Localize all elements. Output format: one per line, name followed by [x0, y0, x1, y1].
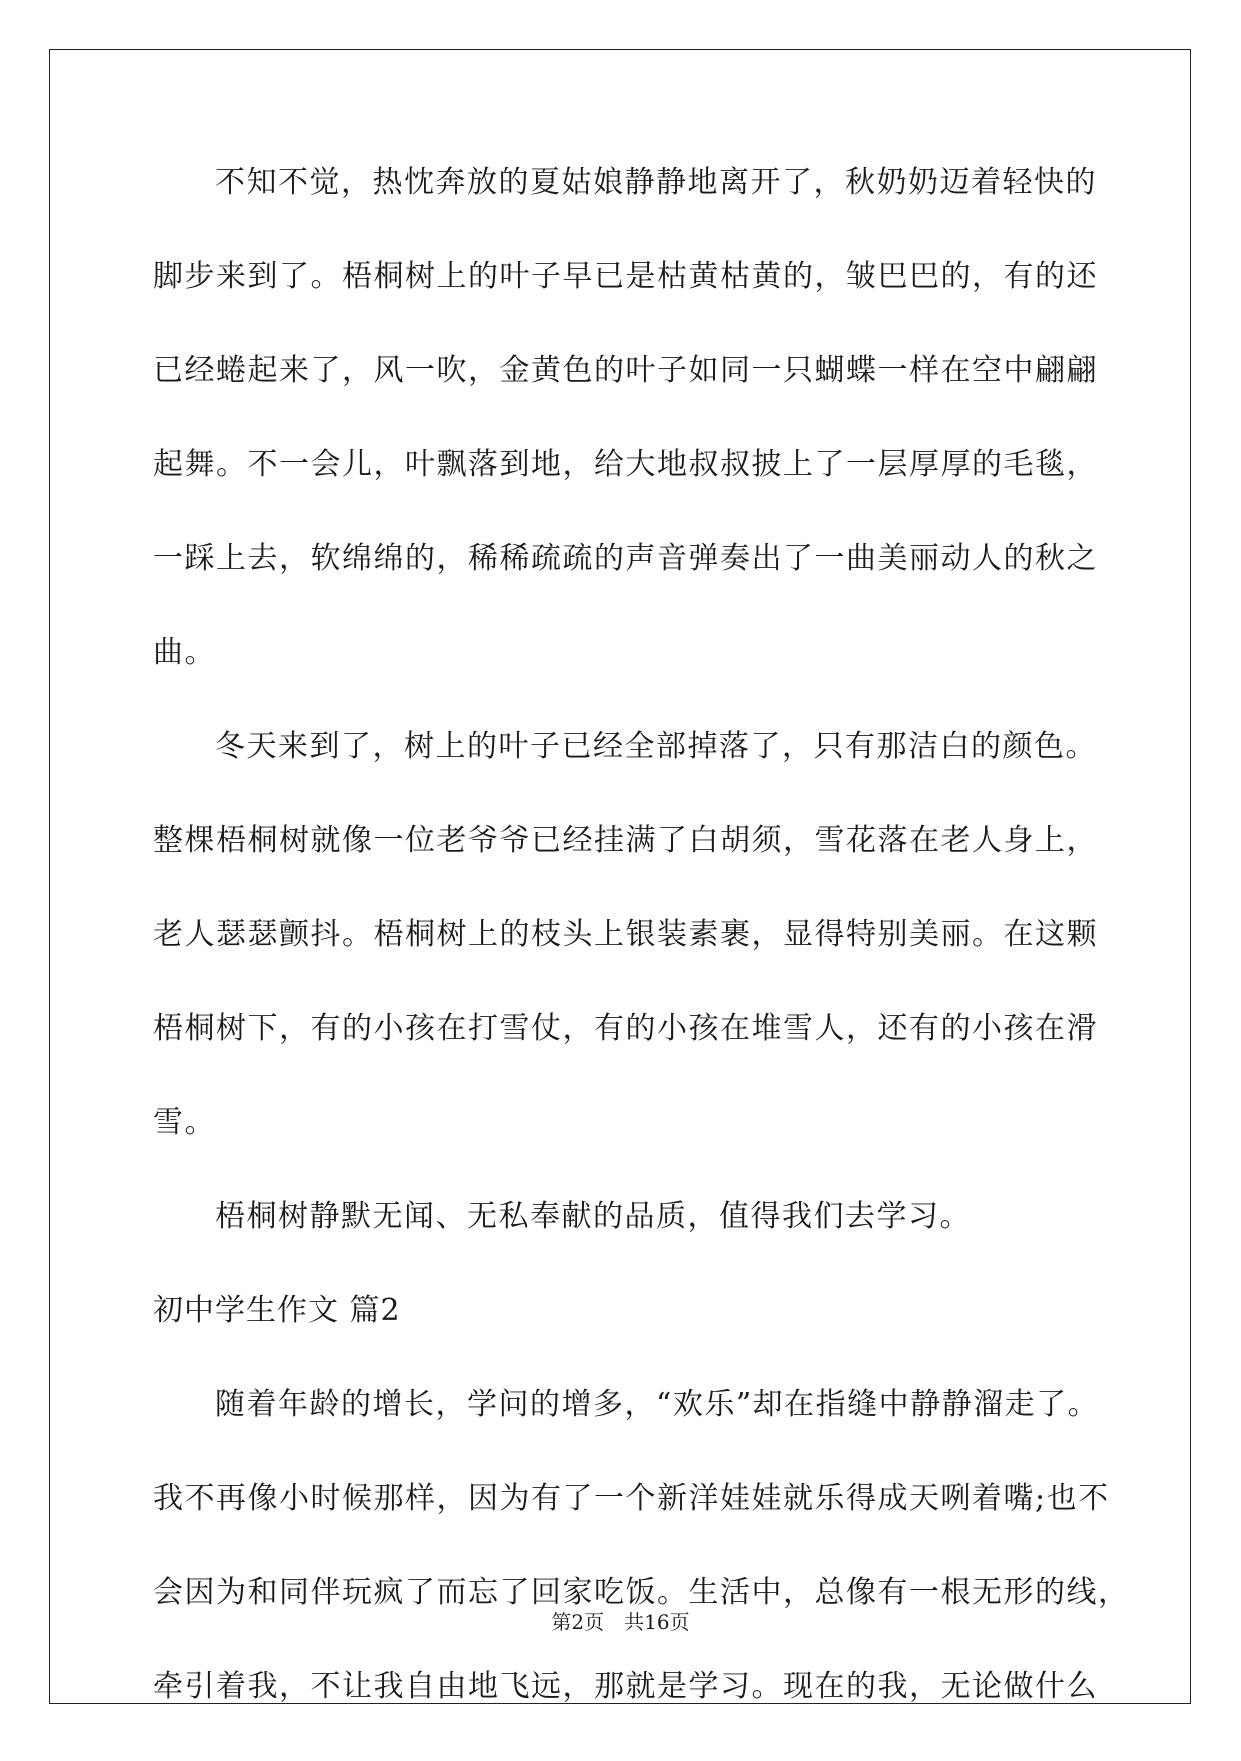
text-line: 梧桐树下，有的小孩在打雪仗，有的小孩在堆雪人，还有的小孩在滑 [153, 1011, 1098, 1046]
paragraph-winter [153, 727, 1098, 1197]
paragraph-conclusion [153, 1197, 1093, 1291]
paragraph-essay-2 [153, 1385, 1130, 1761]
document-body [153, 163, 1130, 1761]
text-line: 整棵梧桐树就像一位老爷爷已经挂满了白胡须，雪花落在老人身上， [153, 823, 1098, 858]
text-line: 会因为和同伴玩疯了而忘了回家吃饭。生活中，总像有一根无形的线， [153, 1575, 1130, 1610]
text-line: 牵引着我，不让我自由地飞远，那就是学习。现在的我，无论做什么 [153, 1669, 1098, 1704]
text-line: 已经蜷起来了，风一吹，金黄色的叶子如同一只蝴蝶一样在空中翩翩 [153, 353, 1098, 388]
paragraph-autumn [153, 163, 1098, 727]
text-line: 随着年龄的增长，学问的增多，“欢乐”却在指缝中静静溜走了。 [215, 1387, 1100, 1422]
text-line: 一踩上去，软绵绵的，稀稀疏疏的声音弹奏出了一曲美丽动人的秋之 [153, 541, 1098, 576]
text-line: 脚步来到了。梧桐树上的叶子早已是枯黄枯黄的，皱巴巴的，有的还 [153, 259, 1098, 294]
page-number: 第2页 共16页 [551, 1610, 690, 1634]
text-line: 起舞。不一会儿，叶飘落到地，给大地叔叔披上了一层厚厚的毛毯， [153, 447, 1098, 482]
text-line: 雪。 [153, 1105, 216, 1140]
text-line: 冬天来到了，树上的叶子已经全部掉落了，只有那洁白的颜色。 [215, 729, 1097, 764]
section-heading: 初中学生作文 篇2 [153, 1293, 401, 1328]
text-line: 曲。 [153, 635, 216, 670]
text-line: 梧桐树静默无闻、无私奉献的品质，值得我们去学习。 [215, 1199, 971, 1234]
text-line: 老人瑟瑟颤抖。梧桐树上的枝头上银装素裹，显得特别美丽。在这颗 [153, 917, 1098, 952]
text-line: 不知不觉，热忱奔放的夏姑娘静静地离开了，秋奶奶迈着轻快的 [215, 165, 1097, 200]
text-line: 我不再像小时候那样，因为有了一个新洋娃娃就乐得成天咧着嘴;也不 [153, 1481, 1110, 1516]
